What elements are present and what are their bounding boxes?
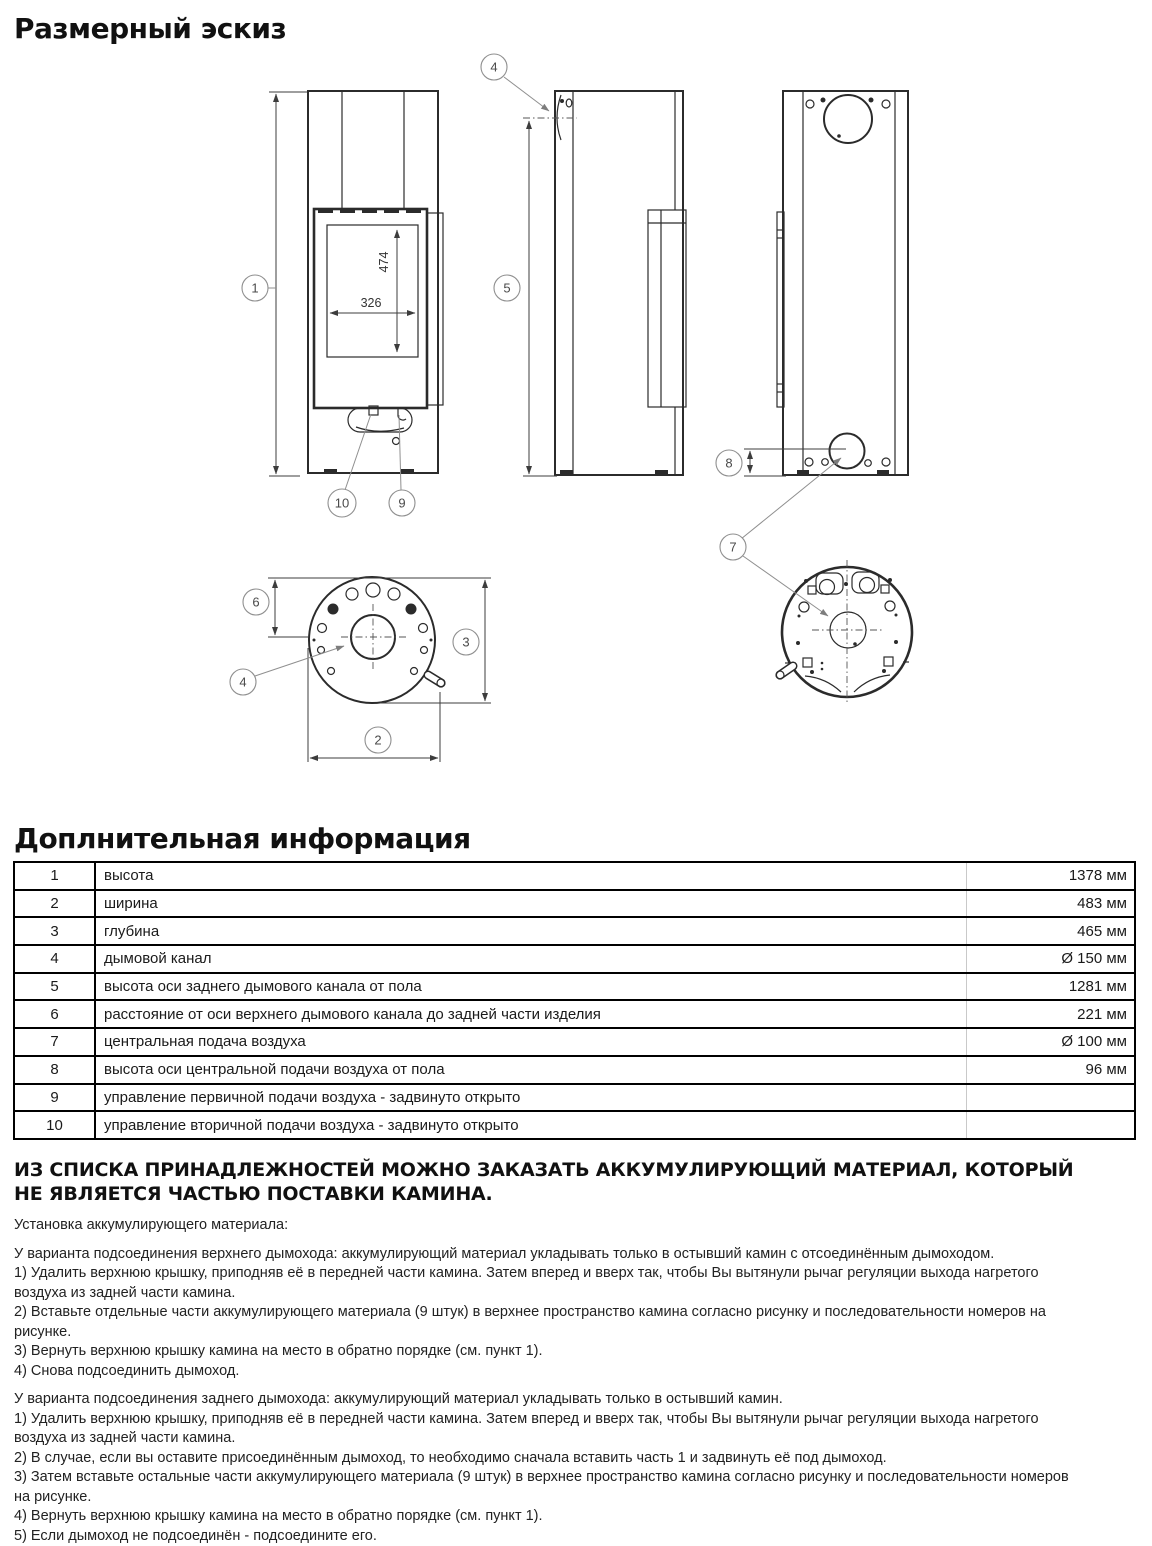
svg-text:6: 6 (252, 595, 259, 610)
callout-6 (243, 589, 269, 615)
instruction-step: 3) Затем вставьте остальные части аккумулирующего материала (9 штук) в верхнее пространство камина согласно рисунку и последовательности номеров на рисунке. (14, 1468, 1076, 1507)
table-row (15, 891, 1134, 919)
row-label: высота (96, 863, 966, 889)
glass-width-dim: 326 (361, 296, 382, 310)
page-title: Размерный эскиз (14, 12, 286, 45)
table-row (15, 918, 1134, 946)
row-value: 221 мм (966, 1001, 1134, 1027)
instruction-step: 5) Если дымоход не подсоединён - подсоедините его. (14, 1527, 1076, 1546)
instruction-step: 4) Вернуть верхнюю крышку камина на место в обратно порядке (см. пункт 1). (14, 1507, 1076, 1527)
row-number: 3 (15, 918, 96, 944)
callout-4-bottom (230, 669, 256, 695)
row-label: центральная подача воздуха (96, 1029, 966, 1055)
svg-text:4: 4 (490, 60, 497, 75)
row-value: 483 мм (966, 891, 1134, 917)
rear-smoke-outlet (824, 95, 872, 143)
glass-height-dim: 474 (377, 252, 391, 273)
callout-7 (720, 534, 746, 560)
row-label: ширина (96, 891, 966, 917)
handle-stub (428, 675, 445, 687)
door-glass (327, 225, 418, 357)
info-table (13, 861, 1136, 1140)
handle-stub-bottom (776, 666, 793, 679)
rear-variant-steps (14, 1410, 1076, 1546)
row-value (966, 1085, 1134, 1111)
callout-10 (328, 489, 356, 517)
svg-text:1: 1 (251, 281, 258, 296)
svg-text:3: 3 (462, 635, 469, 650)
row-number: 4 (15, 946, 96, 972)
row-value: 1281 мм (966, 974, 1134, 1000)
install-intro: Установка аккумулирующего материала: (14, 1216, 1076, 1236)
instruction-step: 1) Удалить верхнюю крышку, приподняв её в передней части камина. Затем вперед и вверх так, чтобы Вы вытянули рычаг регуляции выхода нагретого воздуха из задней части камина. (14, 1264, 1076, 1303)
rear-variant-lead: У варианта подсоединения заднего дымохода: аккумулирующий материал укладывать только в остывший камин. (14, 1390, 1076, 1410)
table-row (15, 1085, 1134, 1113)
info-section-title: Доплнительная информация (14, 822, 471, 855)
table-row (15, 1001, 1134, 1029)
row-label: глубина (96, 918, 966, 944)
row-value: 96 мм (966, 1057, 1134, 1083)
row-number: 10 (15, 1112, 96, 1138)
row-value: Ø 150 мм (966, 946, 1134, 972)
row-number: 2 (15, 891, 96, 917)
accessories-section (14, 1158, 1076, 1546)
instruction-step: 4) Снова подсоединить дымоход. (14, 1362, 1076, 1382)
row-number: 9 (15, 1085, 96, 1111)
row-label: управление первичной подачи воздуха - задвинуто открыто (96, 1085, 966, 1111)
side-view (523, 91, 686, 476)
row-label: управление вторичной подачи воздуха - задвинуто открыто (96, 1112, 966, 1138)
bottom-view (776, 560, 912, 704)
row-number: 5 (15, 974, 96, 1000)
top-variant-lead: У варианта подсоединения верхнего дымохода: аккумулирующий материал укладывать только в остывший камин с отсоединённым дымоходом. (14, 1245, 1076, 1265)
row-label: высота оси заднего дымового канала от пола (96, 974, 966, 1000)
row-number: 8 (15, 1057, 96, 1083)
svg-text:10: 10 (335, 496, 349, 511)
row-label: дымовой канал (96, 946, 966, 972)
row-value: 1378 мм (966, 863, 1134, 889)
table-row (15, 863, 1134, 891)
air-control-levers (348, 406, 412, 445)
accessories-heading: ИЗ СПИСКА ПРИНАДЛЕЖНОСТЕЙ МОЖНО ЗАКАЗАТЬ АККУМУЛИРУЮЩИЙ МАТЕРИАЛ, КОТОРЫЙ НЕ ЯВЛЯЕТСЯ ЧАСТЬЮ ПОСТАВКИ КАМИНА. (14, 1158, 1076, 1206)
top-variant-steps (14, 1264, 1076, 1381)
svg-text:9: 9 (398, 496, 405, 511)
row-value (966, 1112, 1134, 1138)
callout-1 (242, 275, 268, 301)
row-number: 1 (15, 863, 96, 889)
instruction-step: 2) Вставьте отдельные части аккумулирующего материала (9 штук) в верхнее пространство камина согласно рисунку и последовательности номеров на рисунке. (14, 1303, 1076, 1342)
instruction-step: 3) Вернуть верхнюю крышку камина на место в обратно порядке (см. пункт 1). (14, 1342, 1076, 1362)
door-side-profile (648, 210, 686, 407)
table-row (15, 974, 1134, 1002)
row-value: Ø 100 мм (966, 1029, 1134, 1055)
table-row (15, 1057, 1134, 1085)
callout-9 (389, 490, 415, 516)
callout-3 (453, 629, 479, 655)
row-value: 465 мм (966, 918, 1134, 944)
svg-text:7: 7 (729, 540, 736, 555)
row-label: расстояние от оси верхнего дымового канала до задней части изделия (96, 1001, 966, 1027)
instruction-step: 1) Удалить верхнюю крышку, приподняв её в передней части камина. Затем вперед и вверх так, чтобы Вы вытянули рычаг регуляции выхода нагретого воздуха из задней части камина. (14, 1410, 1076, 1449)
row-number: 6 (15, 1001, 96, 1027)
callout-2 (365, 727, 391, 753)
svg-text:8: 8 (725, 456, 732, 471)
front-view (269, 91, 443, 476)
table-row (15, 946, 1134, 974)
callout-8 (716, 450, 742, 476)
row-label: высота оси центральной подачи воздуха от пола (96, 1057, 966, 1083)
svg-text:2: 2 (374, 733, 381, 748)
back-view (744, 91, 908, 476)
callout-5 (494, 275, 520, 301)
instruction-step: 2) В случае, если вы оставите присоединённым дымоход, то необходимо сначала вставить часть 1 и задвинуть её под дымоход. (14, 1449, 1076, 1469)
row-number: 7 (15, 1029, 96, 1055)
svg-text:4: 4 (239, 675, 246, 690)
svg-text:5: 5 (503, 281, 510, 296)
table-row (15, 1029, 1134, 1057)
callout-4-top (481, 54, 507, 80)
table-row (15, 1112, 1134, 1138)
